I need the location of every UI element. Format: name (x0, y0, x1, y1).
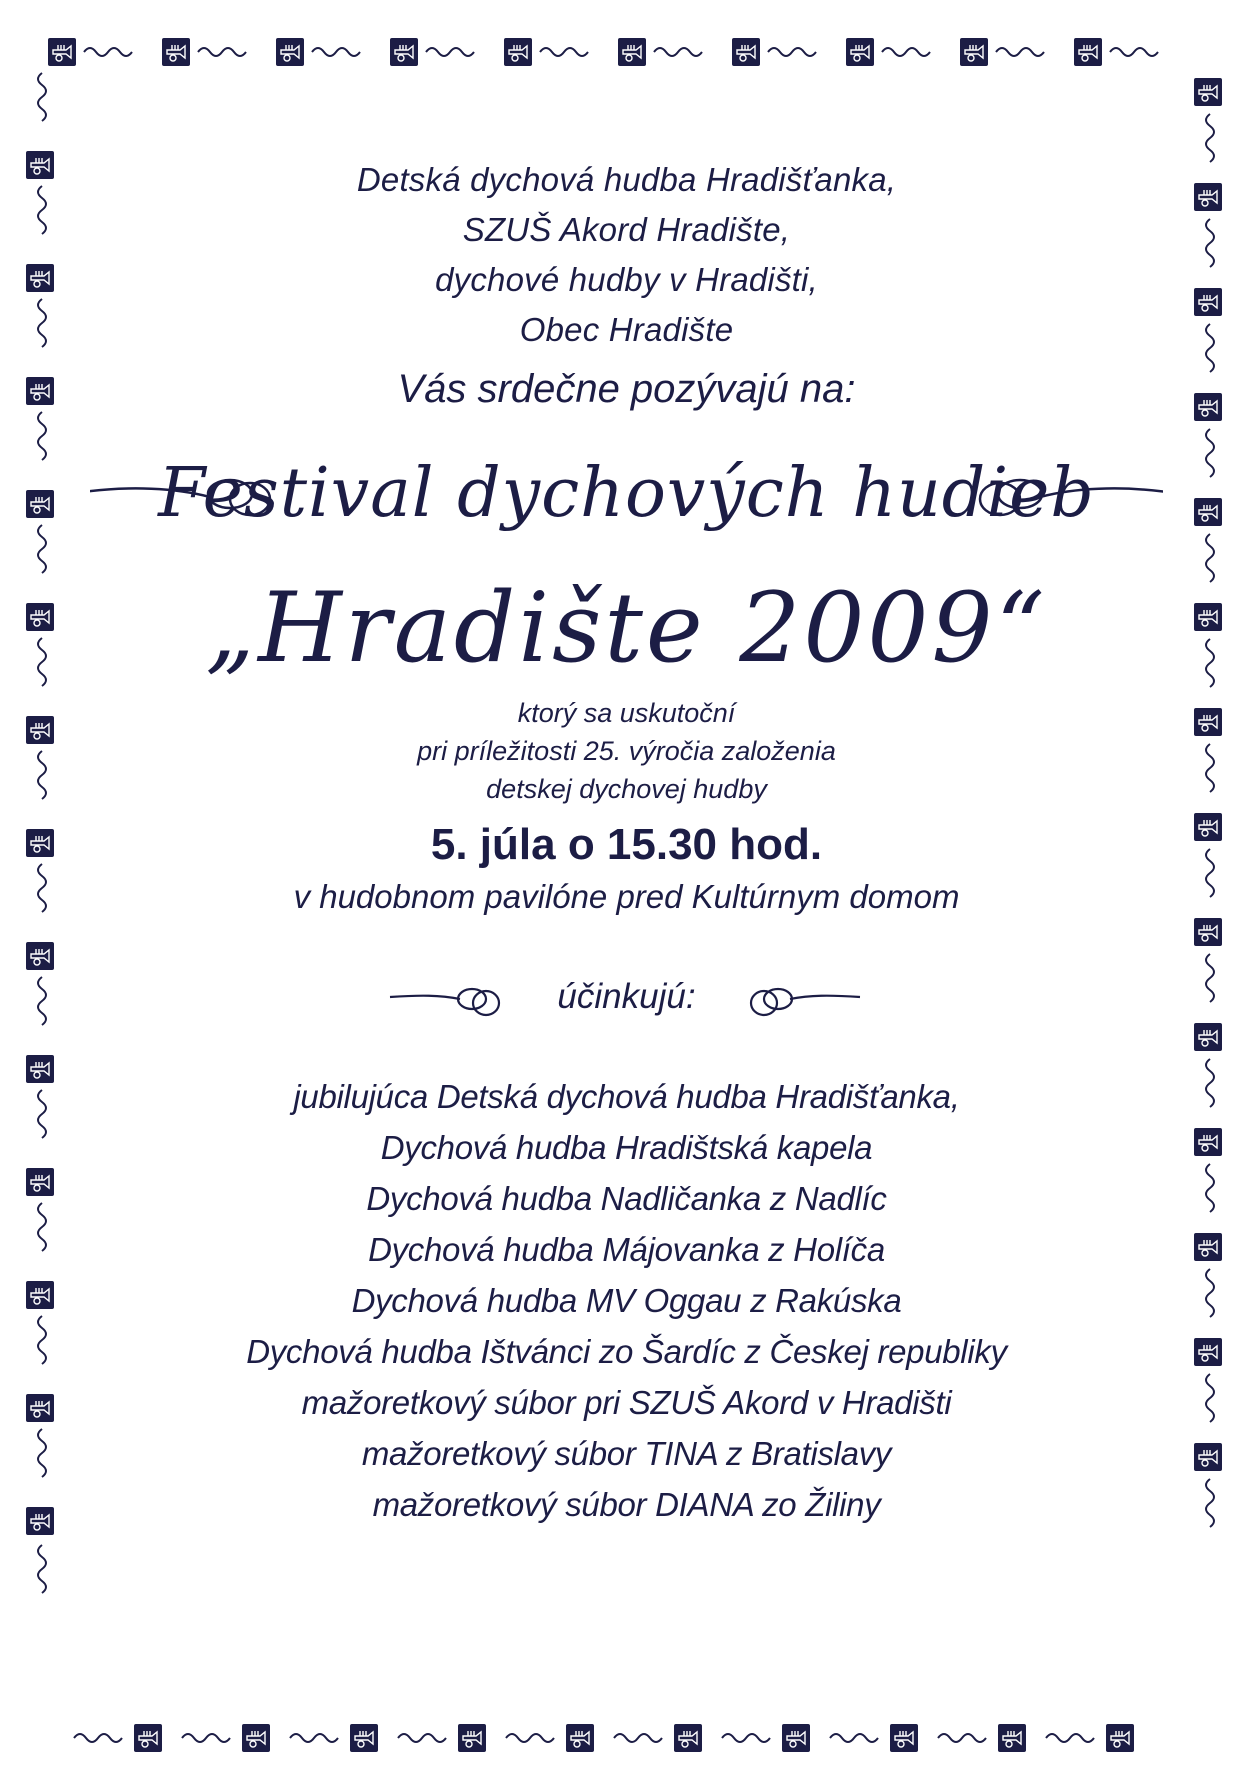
organizer-line: SZUŠ Akord Hradište, (462, 211, 791, 248)
description-block (90, 695, 1163, 807)
swirl-ornament (768, 48, 816, 56)
trumpet-icon (782, 1724, 810, 1752)
swirl-ornament (830, 1734, 878, 1742)
trumpet-icon (1194, 1338, 1222, 1366)
trumpet-icon (1194, 1443, 1222, 1471)
performer-item: Dychová hudba MV Oggau z Rakúska (351, 1282, 902, 1319)
swirl-ornament (38, 638, 46, 686)
swirl-ornament (1206, 1479, 1214, 1527)
trumpet-icon (618, 38, 646, 66)
trumpet-icon (1194, 288, 1222, 316)
swirl-ornament (1206, 954, 1214, 1002)
swirl-ornament (290, 1734, 338, 1742)
trumpet-icon (134, 1724, 162, 1752)
organizer-line: dychové hudby v Hradišti, (435, 261, 818, 298)
swirl-ornament (198, 48, 246, 56)
swirl-ornament (882, 48, 930, 56)
poster-content (90, 155, 1163, 1530)
swirl-ornament (1206, 534, 1214, 582)
trumpet-icon (26, 942, 54, 970)
swirl-ornament (1206, 744, 1214, 792)
swirl-ornament (1206, 114, 1214, 162)
swirl-ornament (654, 48, 702, 56)
swirl-ornament (1206, 1164, 1214, 1212)
swirl-ornament (84, 48, 132, 56)
trumpet-icon (890, 1724, 918, 1752)
swirl-ornament (74, 1734, 122, 1742)
trumpet-icon (1194, 393, 1222, 421)
trumpet-icon (1194, 1128, 1222, 1156)
swirl-ornament (38, 1316, 46, 1364)
trumpet-icon (1194, 1233, 1222, 1261)
swirl-ornament (38, 412, 46, 460)
swirl-ornament (1206, 1269, 1214, 1317)
swirl-ornament (506, 1734, 554, 1742)
trumpet-icon (26, 1168, 54, 1196)
trumpet-icon (48, 38, 76, 66)
swirl-ornament (938, 1734, 986, 1742)
swirl-ornament (38, 977, 46, 1025)
performers-heading-block (90, 959, 1163, 1035)
performer-item: mažoretkový súbor TINA z Bratislavy (361, 1435, 892, 1472)
swirl-ornament (38, 864, 46, 912)
trumpet-icon (1194, 708, 1222, 736)
swirl-ornament (1046, 1734, 1094, 1742)
trumpet-icon (242, 1724, 270, 1752)
trumpet-icon (1194, 78, 1222, 106)
trumpet-icon (1194, 918, 1222, 946)
trumpet-icon (26, 603, 54, 631)
swirl-ornament (312, 48, 360, 56)
trumpet-icon (960, 38, 988, 66)
trumpet-icon (26, 264, 54, 292)
swirl-ornament (426, 48, 474, 56)
trumpet-icon (26, 829, 54, 857)
trumpet-icon (26, 490, 54, 518)
swirl-ornament (38, 525, 46, 573)
swirl-ornament (1206, 639, 1214, 687)
performer-item: Dychová hudba Hradištská kapela (380, 1129, 873, 1166)
swirl-ornament (182, 1734, 230, 1742)
trumpet-icon (26, 151, 54, 179)
swirl-ornament (38, 186, 46, 234)
trumpet-icon (1194, 183, 1222, 211)
trumpet-icon (162, 38, 190, 66)
invitation-line: Vás srdečne pozývajú na: (397, 367, 856, 411)
swirl-ornament (38, 1203, 46, 1251)
trumpet-icon (566, 1724, 594, 1752)
swirl-ornament (1206, 429, 1214, 477)
performer-item: Dychová hudba Ištvánci zo Šardíc z Českej republiky (246, 1333, 1007, 1370)
trumpet-icon (26, 1281, 54, 1309)
trumpet-icon (458, 1724, 486, 1752)
trumpet-icon (1194, 813, 1222, 841)
description-line: ktorý sa uskutoční (517, 698, 736, 728)
swirl-ornament (38, 1545, 46, 1593)
swirl-ornament (38, 73, 46, 121)
organizer-line: Obec Hradište (519, 311, 734, 348)
trumpet-icon (390, 38, 418, 66)
swirl-ornament (540, 48, 588, 56)
trumpet-icon (26, 716, 54, 744)
trumpet-icon (26, 1055, 54, 1083)
performers-heading: účinkujú: (557, 977, 696, 1016)
swirl-ornament (1110, 48, 1158, 56)
swirl-ornament (398, 1734, 446, 1742)
swirl-ornament (38, 751, 46, 799)
performer-item: jubilujúca Detská dychová hudba Hradišťanka, (293, 1078, 960, 1115)
trumpet-icon (1194, 603, 1222, 631)
trumpet-icon (26, 1507, 54, 1535)
trumpet-icon (1106, 1724, 1134, 1752)
trumpet-icon (1074, 38, 1102, 66)
swirl-ornament (38, 1090, 46, 1138)
swirl-ornament (996, 48, 1044, 56)
description-line: detskej dychovej hudby (486, 774, 767, 804)
performer-item: mažoretkový súbor DIANA zo Žiliny (372, 1486, 881, 1523)
event-date-time: 5. júla o 15.30 hod. (430, 820, 823, 869)
festival-title-block (90, 429, 1163, 559)
swirl-ornament (1206, 324, 1214, 372)
description-line: pri príležitosti 25. výročia založenia (417, 736, 836, 766)
trumpet-icon (732, 38, 760, 66)
trumpet-icon (504, 38, 532, 66)
swirl-ornament (1206, 1059, 1214, 1107)
trumpet-icon (1194, 498, 1222, 526)
swirl-ornament (38, 299, 46, 347)
organizer-line: Detská dychová hudba Hradišťanka, (356, 161, 897, 198)
performer-item: Dychová hudba Nadličanka z Nadlíc (366, 1180, 887, 1217)
trumpet-icon (674, 1724, 702, 1752)
trumpet-icon (1194, 1023, 1222, 1051)
swirl-ornament (1206, 849, 1214, 897)
swirl-ornament (614, 1734, 662, 1742)
event-venue: v hudobnom pavilóne pred Kultúrnym domom (293, 878, 960, 915)
performer-item: Dychová hudba Májovanka z Holíča (368, 1231, 885, 1268)
organizers-block (90, 155, 1163, 355)
performer-item: mažoretkový súbor pri SZUŠ Akord v Hradišti (301, 1384, 952, 1421)
trumpet-icon (26, 377, 54, 405)
trumpet-icon (998, 1724, 1026, 1752)
festival-title: Festival dychových hudieb (158, 454, 1095, 533)
trumpet-icon (276, 38, 304, 66)
trumpet-icon (26, 1394, 54, 1422)
trumpet-icon (846, 38, 874, 66)
performers-list (90, 1071, 1163, 1530)
swirl-ornament (1206, 1374, 1214, 1422)
swirl-ornament (722, 1734, 770, 1742)
trumpet-icon (350, 1724, 378, 1752)
swirl-ornament (1206, 219, 1214, 267)
event-name: „Hradište 2009“ (205, 572, 1048, 684)
swirl-ornament (38, 1429, 46, 1477)
